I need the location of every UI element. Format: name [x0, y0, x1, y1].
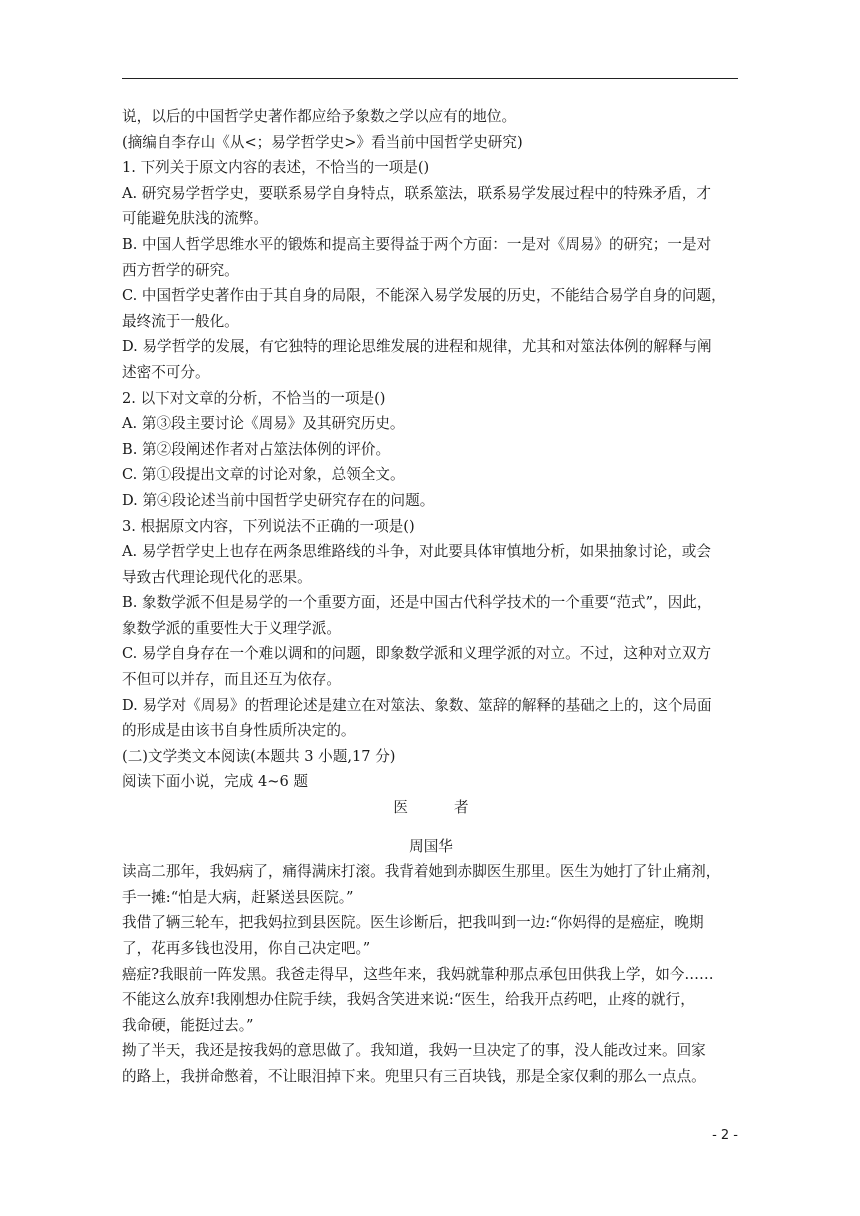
- q1-option-d: D. 易学哲学的发展，有它独特的理论思维发展的进程和规律，尤其和对筮法体例的解释与阐: [122, 338, 712, 356]
- q2-option-c: C. 第①段提出文章的讨论对象，总领全文。: [122, 466, 405, 484]
- q3-option-a: A. 易学哲学史上也存在两条思维路线的斗争，对此要具体审慎地分析，如果抽象讨论，或会: [122, 543, 711, 561]
- q3-option-c: C. 易学自身存在一个难以调和的问题，即象数学派和义理学派的对立。不过，这种对立双方: [122, 645, 712, 663]
- q3-option-b-cont: 象数学派的重要性大于义理学派。: [122, 619, 341, 637]
- q1-option-a: A. 研究易学哲学史，要联系易学自身特点，联系筮法，联系易学发展过程中的特殊矛盾，才: [122, 184, 711, 202]
- story-line: 的路上，我拼命憋着，不让眼泪掉下来。兜里只有三百块钱，那是全家仅剩的那么一点点。: [122, 1067, 706, 1085]
- story-title: 医者: [393, 799, 515, 817]
- question-3: 3. 根据原文内容，下列说法不正确的一项是(): [122, 517, 415, 535]
- story-author: 周国华: [409, 837, 453, 855]
- q1-option-c: C. 中国哲学史著作由于其自身的局限，不能深入易学发展的历史，不能结合易学自身的问题，: [122, 287, 726, 305]
- q3-option-d-cont: 的形成是由该书自身性质所决定的。: [122, 722, 356, 740]
- q2-option-d: D. 第④段论述当前中国哲学史研究存在的问题。: [122, 491, 435, 509]
- story-line: 我命硬，能挺过去。”: [122, 1016, 254, 1034]
- q3-option-c-cont: 不但可以并存，而且还互为依存。: [122, 671, 341, 689]
- text-line: 说，以后的中国哲学史著作都应给予象数之学以应有的地位。: [122, 108, 517, 125]
- story-line: 癌症?我眼前一阵发黑。我爸走得早，这些年来，我妈就靠种那点承包田供我上学，如今……: [122, 965, 714, 983]
- q3-option-a-cont: 导致古代理论现代化的恶果。: [122, 568, 312, 586]
- story-line: 我借了辆三轮车，把我妈拉到县医院。医生诊断后，把我叫到一边:“你妈得的是癌症，晚期: [122, 914, 704, 932]
- document-body: [122, 104, 740, 1090]
- story-line: 读高二那年，我妈病了，痛得满床打滚。我背着她到赤脚医生那里。医生为她打了针止痛剂，: [122, 863, 721, 881]
- q1-option-a-cont: 可能避免肤浅的流弊。: [122, 210, 268, 228]
- story-line: 不能这么放弃!我刚想办住院手续，我妈含笑进来说:“医生，给我开点药吧，止疼的就行，: [122, 991, 695, 1009]
- reading-instruction: 阅读下面小说，完成 4~6 题: [122, 773, 309, 791]
- q1-option-d-cont: 述密不可分。: [122, 363, 210, 381]
- story-line: 了，花再多钱也没用，你自己决定吧。”: [122, 940, 371, 957]
- q1-option-b-cont: 西方哲学的研究。: [122, 261, 239, 279]
- story-line: 拗了半天，我还是按我妈的意思做了。我知道，我妈一旦决定了的事，没人能改过来。回家: [122, 1042, 706, 1060]
- header-rule: [122, 78, 738, 79]
- source-citation: (摘编自李存山《从<；易学哲学史>》看当前中国哲学史研究): [122, 133, 523, 151]
- page-number: - 2 -: [712, 1128, 738, 1143]
- q3-option-d: D. 易学对《周易》的哲理论述是建立在对筮法、象数、筮辞的解释的基础之上的，这个局面: [122, 696, 712, 714]
- q3-option-b: B. 象数学派不但是易学的一个重要方面，还是中国古代科学技术的一个重要“范式”，因此，: [122, 594, 712, 612]
- q2-option-b: B. 第②段阐述作者对占筮法体例的评价。: [122, 440, 391, 458]
- q2-option-a: A. 第③段主要讨论《周易》及其研究历史。: [122, 415, 405, 433]
- question-2: 2. 以下对文章的分析，不恰当的一项是(): [122, 389, 386, 407]
- q1-option-b: B. 中国人哲学思维水平的锻炼和提高主要得益于两个方面：一是对《周易》的研究；一是对: [122, 235, 712, 253]
- question-1: 1. 下列关于原文内容的表述，不恰当的一项是(): [122, 159, 430, 177]
- section-heading: (二)文学类文本阅读(本题共 3 小题,17 分): [122, 747, 396, 765]
- q1-option-c-cont: 最终流于一般化。: [122, 312, 239, 330]
- story-line: 手一摊:“怕是大病，赶紧送县医院。”: [122, 888, 354, 906]
